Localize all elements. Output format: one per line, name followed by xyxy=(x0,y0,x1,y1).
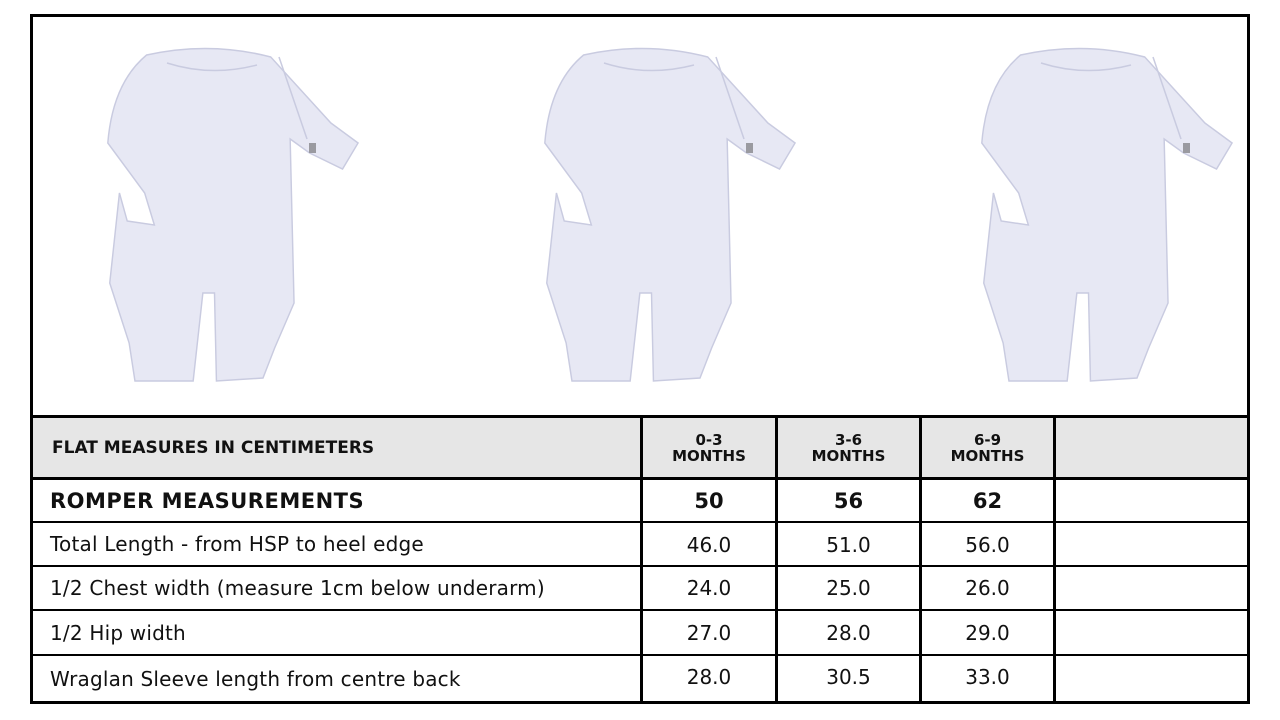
romper-image-2 xyxy=(508,43,798,388)
measurement-value: 24.0 xyxy=(686,576,732,600)
measurement-label: Total Length - from HSP to heel edge xyxy=(50,532,424,556)
romper-measurements-title: ROMPER MEASUREMENTS xyxy=(50,488,365,513)
size-range: 3-6 xyxy=(834,431,863,449)
measurement-value: 51.0 xyxy=(826,533,871,557)
romper-illustration-icon xyxy=(508,43,798,388)
size-header-6-9 xyxy=(922,418,1053,478)
measurement-value: 27.0 xyxy=(686,620,732,645)
measurement-label: Wraglan Sleeve length from centre back xyxy=(50,666,461,691)
size-code: 50 xyxy=(694,488,724,513)
size-code: 56 xyxy=(833,488,864,513)
measurement-value: 46.0 xyxy=(686,533,732,557)
measurement-label: 1/2 Hip width xyxy=(50,620,186,645)
size-code: 62 xyxy=(972,488,1003,513)
size-range: 0-3 xyxy=(695,431,723,449)
measurement-value: 29.0 xyxy=(965,620,1010,645)
measurement-value: 56.0 xyxy=(965,533,1010,557)
measurement-value: 28.0 xyxy=(826,620,871,645)
measurement-value: 30.5 xyxy=(826,665,871,689)
table-header-label: FLAT MEASURES IN CENTIMETERS xyxy=(52,438,375,458)
column-divider xyxy=(1053,415,1056,704)
romper-image-1 xyxy=(71,43,361,388)
measurement-value: 25.0 xyxy=(826,576,871,600)
size-header-0-3 xyxy=(643,418,775,478)
measurement-label: 1/2 Chest width (measure 1cm below underarm) xyxy=(50,576,545,600)
measurement-value: 33.0 xyxy=(965,665,1010,689)
romper-image-3 xyxy=(945,43,1235,388)
romper-illustration-icon xyxy=(945,43,1235,388)
measurement-value: 26.0 xyxy=(965,576,1010,600)
product-images xyxy=(33,17,1247,415)
size-header-3-6 xyxy=(778,418,919,478)
size-unit: MONTHS xyxy=(950,447,1025,465)
size-unit: MONTHS xyxy=(811,447,886,465)
measurement-value: 28.0 xyxy=(686,665,732,689)
size-unit: MONTHS xyxy=(672,447,746,465)
size-range: 6-9 xyxy=(973,431,1002,449)
romper-illustration-icon xyxy=(71,43,361,388)
